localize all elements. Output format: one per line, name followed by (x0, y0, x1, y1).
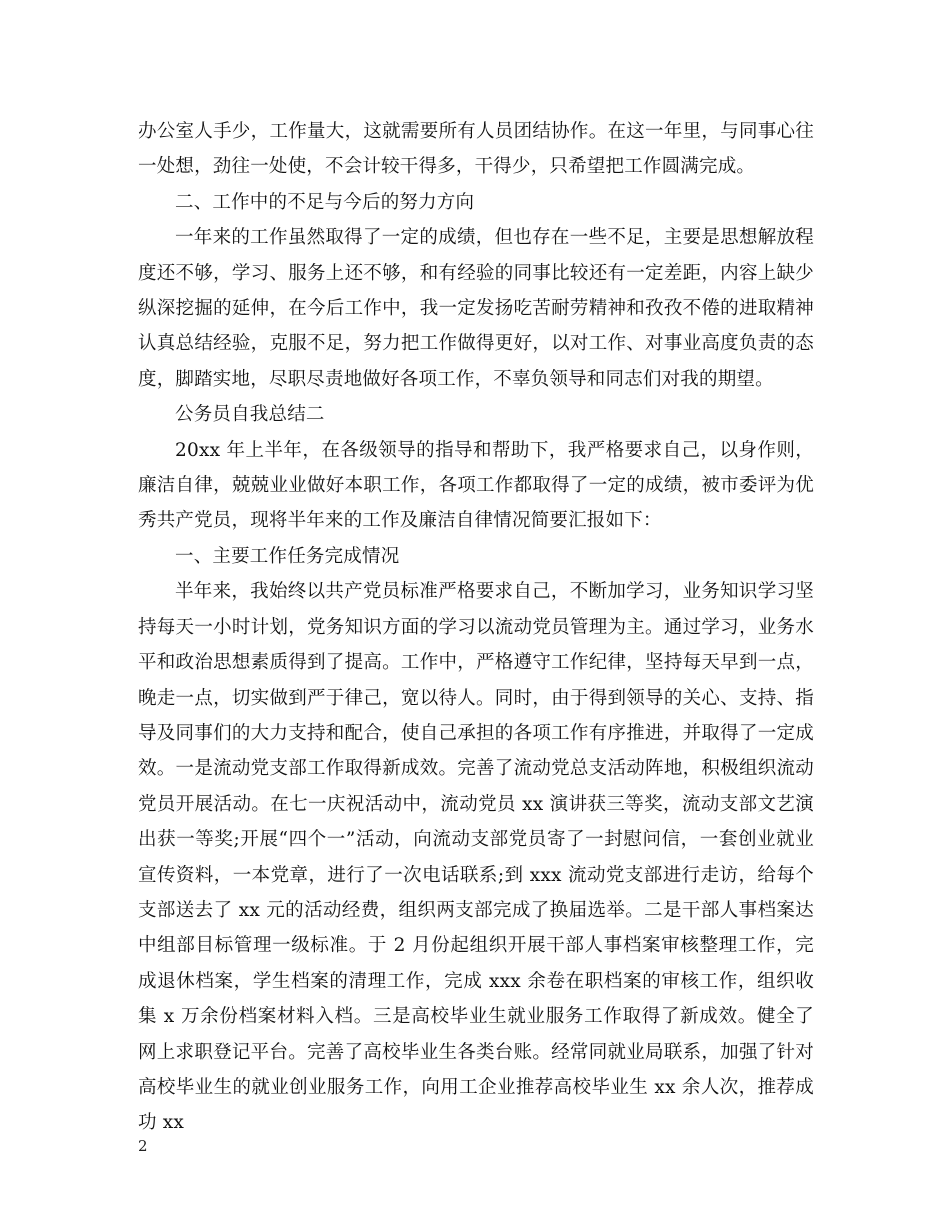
paragraph: 办公室人手少，工作量大，这就需要所有人员团结协作。在这一年里，与同事心往一处想，劲往一处使，不会计较干得多，干得少，只希望把工作圆满完成。 (138, 121, 814, 178)
section-heading: 公务员自我总结二 (175, 404, 325, 426)
document-body (138, 114, 814, 1141)
section-heading: 二、工作中的不足与今后的努力方向 (175, 191, 475, 213)
paragraph: 半年来，我始终以共产党员标准严格要求自己，不断加学习，业务知识学习坚持每天一小时计划，党务知识方面的学习以流动党员管理为主。通过学习，业务水平和政治思想素质得到了提高。工作中，严格遵守工作纪律，坚持每天早到一点，晚走一点，切实做到严于律己，宽以待人。同时，由于得到领导的关心、支持、指导及同事们的大力支持和配合，使自己承担的各项工作有序推进，并取得了一定成效。一是流动党支部工作取得新成效。完善了流动党总支活动阵地，积极组织流动党员开展活动。在七一庆祝活动中，流动党员 xx 演讲获三等奖，流动支部文艺演出获一等奖;开展“四个一”活动，向流动支部党员寄了一封慰问信，一套创业就业宣传资料，一本党章，进行了一次电话联系;到 xxx 流动党支部进行走访，给每个支部送去了 xx 元的活动经费，组织两支部完成了换届选举。二是干部人事档案达中组部目标管理一级标准。于 2 月份起组织开展干部人事档案审核整理工作，完成退休档案，学生档案的清理工作，完成 xxx 余卷在职档案的审核工作，组织收集 x 万余份档案材料入档。三是高校毕业生就业服务工作取得了新成效。健全了网上求职登记平台。完善了高校毕业生各类台账。经常同就业局联系，加强了针对高校毕业生的就业创业服务工作，向用工企业推荐高校毕业生 xx 余人次，推荐成功 xx (138, 581, 814, 1134)
section-heading: 一、主要工作任务完成情况 (175, 545, 400, 567)
paragraph: 一年来的工作虽然取得了一定的成绩，但也存在一些不足，主要是思想解放程度还不够，学习、服务上还不够，和有经验的同事比较还有一定差距，内容上缺少纵深挖掘的延伸，在今后工作中，我一定发扬吃苦耐劳精神和孜孜不倦的进取精神认真总结经验，克服不足，努力把工作做得更好，以对工作、对事业高度负责的态度，脚踏实地，尽职尽责地做好各项工作，不辜负领导和同志们对我的期望。 (138, 227, 814, 390)
paragraph: 20xx 年上半年，在各级领导的指导和帮助下，我严格要求自己，以身作则，廉洁自律，兢兢业业做好本职工作，各项工作都取得了一定的成绩，被市委评为优秀共产党员，现将半年来的工作及廉洁自律情况简要汇报如下： (138, 439, 814, 532)
page-number: 2 (138, 1137, 148, 1155)
